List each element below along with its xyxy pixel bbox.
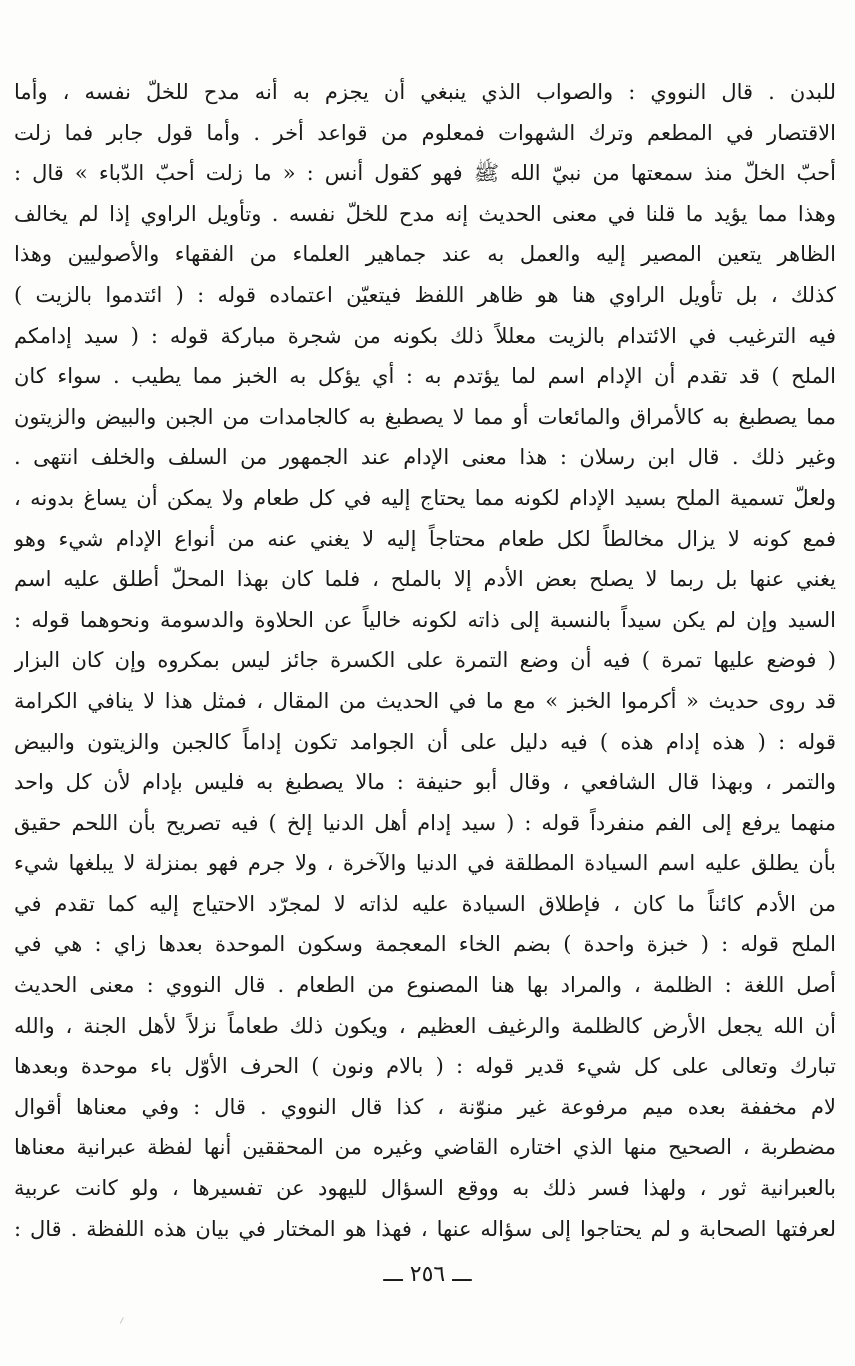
text-line: يغني عنها بل ربما لا يصلح بعض الأدم إلا بالملح ، فلما كان بهذا المحلّ أطلق عليه اسم — [14, 567, 836, 592]
text-line: الملح ) قد تقدم أن الإدام اسم لما يؤتدم به : أي يؤكل به الخبز مما يطيب . سواء كان — [14, 364, 836, 389]
text-line: لام مخففة بعده ميم مرفوعة غير منوّنة ، كذا قال النووي . قال : وفي معناها أقوال — [14, 1094, 836, 1119]
text-line: وغير ذلك . قال ابن رسلان : هذا معنى الإدام عند الجمهور من السلف والخلف انتهى . — [14, 445, 836, 470]
text-line: الاقتصار في المطعم وترك الشهوات فمعلوم من قواعد أخر . وأما قول جابر فما زلت — [14, 120, 836, 145]
text-line: أحبّ الخلّ منذ سمعتها من نبيّ الله ﷺ فهو كقول أنس : « ما زلت أحبّ الدّباء » قال : — [14, 161, 836, 186]
text-line: ( فوضع عليها تمرة ) فيه أن وضع التمرة على الكسرة جائز ليس بمكروه وإن كان البزار — [14, 648, 836, 673]
text-line: منهما يرفع إلى الفم منفرداً قوله : ( سيد إدام أهل الدنيا إلخ ) فيه تصريح بأن اللحم حقيق — [14, 810, 836, 835]
text-line: مما يصطبغ به كالأمراق والمائعات أو مما لا يصطبغ به كالجامدات من الجبن والبيض والزيتون — [14, 404, 836, 429]
text-line: الملح قوله : ( خبزة واحدة ) بضم الخاء المعجمة وسكون الموحدة بعدها زاي : هي في — [14, 932, 836, 957]
text-line: بالعبرانية ثور ، ولهذا فسر ذلك به ووقع السؤال لليهود عن تفسيرها ، ولو كانت عربية — [14, 1176, 836, 1201]
text-line: أن الله يجعل الأرض كالظلمة والرغيف العظيم ، ويكون ذلك طعاماً نزلاً لأهل الجنة ، والله — [14, 1013, 836, 1038]
text-line: السيد وإن لم يكن سيداً بالنسبة إلى ذاته لكونه خالياً عن الحلاوة والدسومة ونحوهما قوله : — [14, 607, 836, 632]
scan-speck — [120, 1317, 128, 1326]
text-line: وهذا مما يؤيد ما قلنا في معنى الحديث إنه مدح للخلّ نفسه . وتأويل الراوي إذا لم يخالف — [14, 201, 836, 226]
text-line: تبارك وتعالى على كل شيء قدير قوله : ( بالام ونون ) الحرف الأوّل باء موحدة وبعدها — [14, 1054, 836, 1079]
text-line: ولعلّ تسمية الملح بسيد الإدام لكونه مما يحتاج إليه في كل طعام ولا يمكن أن يساغ بدونه ، — [14, 485, 836, 510]
text-line: من الأدم كائناً ما كان ، فإطلاق السيادة عليه لذاته لا لمجرّد الاحتياج إليه كما تقدم في — [14, 891, 836, 916]
text-line: فمع كونه لا يزال مخالطاً لكل طعام محتاجاً إليه لا يغني عنه من أنواع الإدام شيء وهو — [14, 526, 836, 551]
text-line: بأن يطلق عليه اسم السيادة المطلقة في الدنيا والآخرة ، ولا جرم فهو بمنزلة لا يبلغها شيء — [14, 851, 836, 876]
text-line: كذلك ، بل تأويل الراوي هنا هو ظاهر اللفظ فيتعيّن اعتماده قوله : ( ائتدموا بالزيت ) — [14, 282, 836, 307]
commentary-text — [14, 72, 836, 1249]
page-number: ـــ ٢٥٦ ـــ — [383, 1262, 472, 1287]
text-line: أصل اللغة : الظلمة ، والمراد بها هنا المصنوع من الطعام . قال النووي : معنى الحديث — [14, 973, 836, 998]
text-line: مضطربة ، الصحيح منها الذي اختاره القاضي وغيره من المحققين أنها لفظة عبرانية معناها — [14, 1135, 836, 1160]
text-line: الظاهر يتعين المصير إليه والعمل به عند جماهير العلماء من الفقهاء والأصوليين وهذا — [14, 242, 836, 267]
text-line: فيه الترغيب في الائتدام بالزيت معللاً ذلك بكونه من شجرة مباركة قوله : ( سيد إدامكم — [14, 323, 836, 348]
text-line: لعرفتها الصحابة و لم يحتاجوا إلى سؤاله عنها ، فهذا هو المختار في بيان هذه اللفظة . قال : — [14, 1216, 836, 1241]
text-line: قوله : ( هذه إدام هذه ) فيه دليل على أن الجوامد تكون إداماً كالجبن والزيتون والبيض — [14, 729, 836, 754]
text-line: للبدن . قال النووي : والصواب الذي ينبغي أن يجزم به أنه مدح للخلّ نفسه ، وأما — [14, 80, 836, 104]
text-line: والتمر ، وبهذا قال الشافعي ، وقال أبو حنيفة : مالا يصطبغ به فليس بإدام لأن كل واحد — [14, 770, 836, 795]
text-line: قد روى حديث « أكرموا الخبز » مع ما في الحديث من المقال ، فمثل هذا لا ينافي الكرامة — [14, 688, 836, 713]
